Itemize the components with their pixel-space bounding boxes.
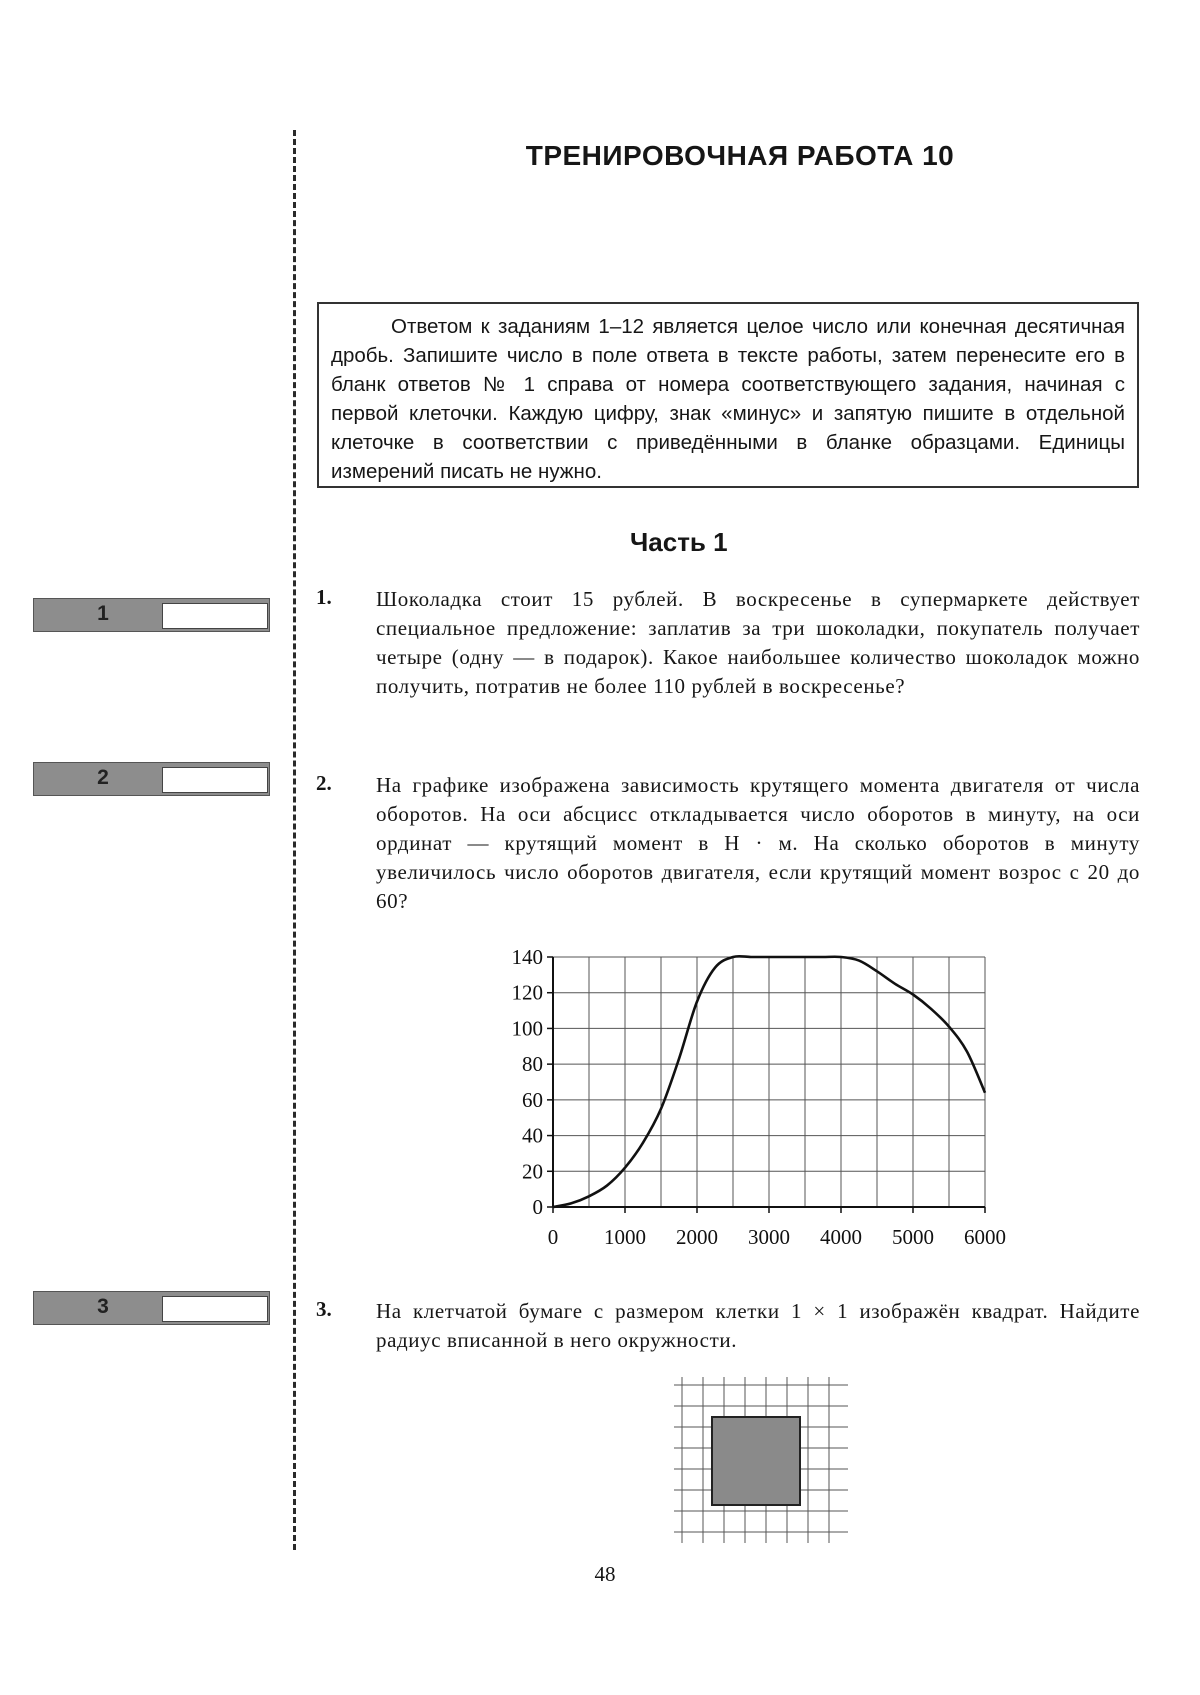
grid-square-figure (668, 1375, 853, 1550)
y-tick-label: 0 (532, 1195, 543, 1219)
y-tick-label: 40 (522, 1123, 543, 1148)
answer-box-1 (33, 598, 270, 632)
x-tick-label: 6000 (964, 1225, 1006, 1249)
x-tick-label: 3000 (748, 1225, 790, 1249)
answer-field-3[interactable] (162, 1296, 268, 1322)
answer-box-number: 3 (97, 1295, 109, 1318)
shaded-square (712, 1417, 800, 1505)
answer-box-2 (33, 762, 270, 796)
y-tick-label: 60 (522, 1087, 543, 1112)
answer-box-number: 1 (97, 602, 109, 625)
task-1-number: 1. (316, 585, 332, 609)
y-tick-label: 120 (511, 980, 543, 1005)
x-tick-labels (548, 1225, 1006, 1249)
answer-field-2[interactable] (162, 767, 268, 793)
x-tick-label: 1000 (604, 1225, 646, 1249)
chart-grid (553, 957, 985, 1207)
answer-field-1[interactable] (162, 603, 268, 629)
x-tick-label: 0 (547, 1225, 559, 1249)
page-title: ТРЕНИРОВОЧНАЯ РАБОТА 10 (525, 140, 955, 171)
y-tick-label: 20 (522, 1159, 543, 1184)
part-heading: Часть 1 (630, 527, 728, 557)
cut-line (293, 130, 296, 1550)
torque-chart (480, 935, 1030, 1255)
x-tick-label: 4000 (820, 1225, 862, 1249)
page-number: 48 (594, 1562, 616, 1586)
task-2-number: 2. (316, 771, 332, 795)
y-tick-labels (512, 945, 544, 1219)
task-3-number: 3. (316, 1297, 332, 1321)
x-tick-label: 2000 (676, 1225, 718, 1249)
x-tick-label: 5000 (892, 1225, 934, 1249)
task-1-text: Шоколадка стоит 15 рублей. В воскресенье в супермаркете действует специальное предложение: заплатив за три шоколадки, покупатель получает четыре (одну — в подарок). Какое наибольшее количество шоколадок можно получить, потратив не более 110 рублей в воскресенье? (376, 587, 1140, 698)
instructions-box: Ответом к заданиям 1–12 является целое число или конечная десятичная дробь. Запишите число в поле ответа в тексте работы, затем перенесите его в бланк ответов № 1 справа от номера соответствующего задания, начиная с первой клеточки. Каждую цифру, знак «минус» и запятую пишите в отдельной клеточке в соответствии с приведёнными в бланке образцами. Единицы измерений писать не нужно. (317, 302, 1139, 488)
y-tick-label: 140 (511, 945, 543, 969)
chart-axes (547, 957, 985, 1213)
task-3-text: На клетчатой бумаге с размером клетки 1 × 1 изображён квадрат. Найдите радиус вписанной в него окружности. (376, 1299, 1140, 1352)
y-tick-label: 80 (522, 1052, 543, 1077)
answer-box-number: 2 (97, 766, 109, 789)
task-2-text: На графике изображена зависимость крутящего момента двигателя от числа оборотов. На оси абсцисс откладывается число оборотов в минуту, на оси ординат — крутящий момент в Н · м. На сколько оборотов в минуту увеличилось число оборотов двигателя, если крутящий момент возрос с 20 до 60? (376, 773, 1140, 913)
y-tick-label: 100 (511, 1016, 543, 1041)
answer-box-3 (33, 1291, 270, 1325)
